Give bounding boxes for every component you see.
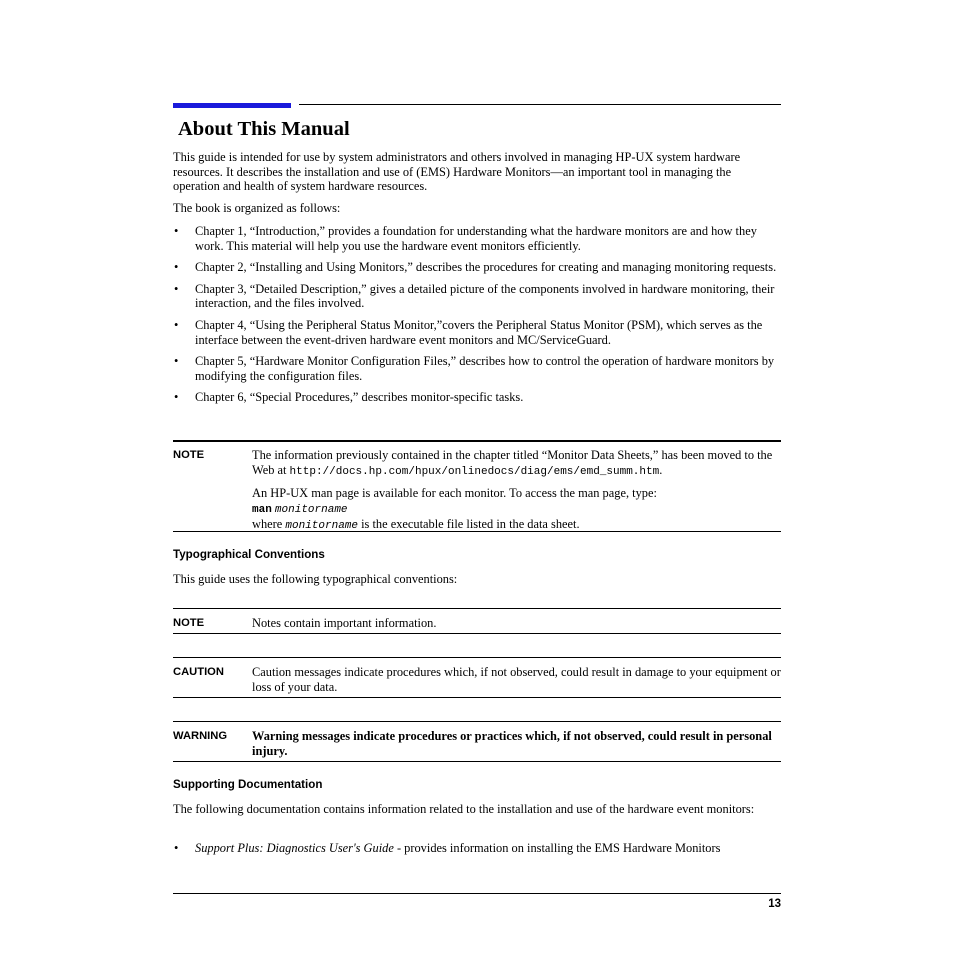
bullet-glyph: • [174,317,179,332]
warning-label: WARNING [173,730,228,742]
bullet-glyph: • [174,224,179,238]
bullet-glyph: • [174,281,179,296]
typographical-conventions-heading: Typographical Conventions [173,548,325,561]
bullet-glyph: • [174,354,179,369]
list-item: • Chapter 4, “Using the Peripheral Status Monitor,”covers the Peripheral Status Monitor (PSM), which serves as the interface between the event-driven hardware event monitors and MC/ServiceGuard. [174,317,763,347]
bullet-glyph: • [174,390,179,405]
organized-paragraph: The book is organized as follows: [173,201,341,215]
supporting-documentation-heading: Supporting Documentation [173,778,323,791]
note-box-web [173,440,781,532]
note-web-text: The information previously contained in the chapter titled “Monitor Data Sheets,” has been moved to the Web at http://docs.hp.com/hpux/onlinedocs/diag/ems/emd_summ.htm. [252,448,773,478]
list-item: • Support Plus: Diagnostics User's Guide - provides information on installing the EMS Hardware Monitors [174,841,721,855]
caution-label: CAUTION [173,666,224,678]
bullet-glyph: • [174,260,179,275]
support-doc-title: Support Plus: Diagnostics User's Guide [195,841,394,855]
where-text: where monitorname is the executable file listed in the data sheet. [252,517,580,533]
note-body [252,448,781,534]
page-title: About This Manual [178,118,350,140]
bullet-glyph: • [174,841,179,855]
note-label: NOTE [173,449,205,461]
list-item: • Chapter 3, “Detailed Description,” gives a detailed picture of the components involved in hardware monitoring, their interaction, and the files involved. [174,281,775,311]
document-page [173,0,781,954]
warning-text: Warning messages indicate procedures or practices which, if not observed, could result in personal injury. [252,729,772,758]
note-convention-text: Notes contain important information. [252,616,437,630]
note-box-convention [173,608,781,634]
header-accent-bar [173,103,291,108]
supporting-intro: The following documentation contains information related to the installation and use of the hardware event monitors: [173,802,755,816]
chapter-list [173,224,781,405]
list-item: • Chapter 6, “Special Procedures,” describes monitor-specific tasks. [174,390,524,405]
man-page-text: An HP-UX man page is available for each monitor. To access the man page, type: [252,486,657,501]
caution-box [173,657,781,698]
caution-text: Caution messages indicate procedures which, if not observed, could result in damage to your equipment or loss of your data. [252,665,781,694]
note-label: NOTE [173,617,205,629]
intro-paragraph: This guide is intended for use by system administrators and others involved in managing HP-UX system hardware resources. It describes the installation and use of (EMS) Hardware Monitors—an important tool in managing the operation and health of system hardware resources. [173,150,741,194]
warning-box [173,721,781,762]
list-item: • Chapter 5, “Hardware Monitor Configuration Files,” describes how to control the operation of hardware monitors by modifying the configuration files. [174,354,775,383]
list-item: • Chapter 2, “Installing and Using Monitors,” describes the procedures for creating and managing monitoring requests. [174,260,777,275]
man-command: man monitorname [252,503,348,516]
supporting-list [173,841,781,856]
header-rule [299,104,781,105]
footer-rule [173,893,781,894]
page-number: 13 [768,898,781,910]
docs-url: http://docs.hp.com/hpux/onlinedocs/diag/ems/emd_summ.htm [289,465,660,478]
list-item: • Chapter 1, “Introduction,” provides a foundation for understanding what the hardware monitors are and how they work. This material will help you use the hardware event monitors efficiently. [174,224,757,253]
typographical-intro: This guide uses the following typographical conventions: [173,572,458,586]
